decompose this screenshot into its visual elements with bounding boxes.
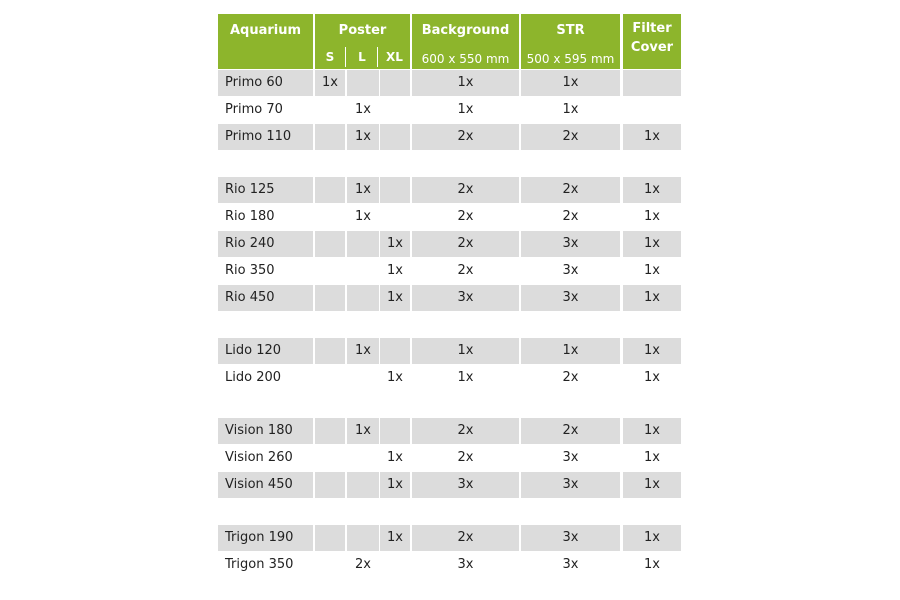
header-aquarium-label: Aquarium: [229, 23, 302, 38]
cell-background: 1x: [412, 338, 519, 364]
cell-filter-cover: 1x: [623, 285, 681, 311]
cell-filter-cover: 1x: [623, 525, 681, 551]
cell-poster-s: [315, 472, 345, 498]
header-filter-label: Filter: [632, 21, 672, 36]
cell-filter-cover: 1x: [623, 338, 681, 364]
cell-filter-cover: [623, 97, 681, 123]
cell-background: 3x: [412, 285, 519, 311]
cell-poster-xl: 1x: [380, 285, 410, 311]
cell-filter-cover: 1x: [623, 472, 681, 498]
cell-poster-l: [347, 472, 379, 498]
cell-aquarium: Lido 200: [225, 370, 282, 385]
cell-background: 2x: [412, 124, 519, 150]
cell-background: 2x: [457, 263, 474, 278]
cell-poster-xl: [380, 552, 410, 578]
cell-poster-l: [347, 70, 379, 96]
cell-poster-s: [315, 445, 345, 471]
cell-filter-cover: [623, 70, 681, 96]
cell-poster-l: 1x: [347, 418, 379, 444]
cell-poster-xl: [380, 204, 410, 230]
cell-aquarium: Trigon 190: [218, 525, 313, 551]
header-poster-l: L: [345, 47, 378, 67]
cell-str: 2x: [521, 177, 620, 203]
cell-poster-l: 1x: [347, 338, 379, 364]
cell-poster-xl: 1x: [380, 525, 410, 551]
cell-aquarium: Rio 125: [218, 177, 313, 203]
cell-poster-s: [315, 97, 345, 123]
cell-poster-l: [347, 365, 379, 391]
cell-str: 3x: [521, 472, 620, 498]
header-poster-s: S: [325, 50, 335, 64]
cell-poster-xl: 1x: [380, 472, 410, 498]
cell-filter-cover: 1x: [623, 124, 681, 150]
header-background-size: 600 x 550 mm: [421, 52, 510, 66]
cell-aquarium: Rio 240: [218, 231, 313, 257]
cell-aquarium: Rio 350: [225, 263, 275, 278]
header-background: [412, 14, 519, 69]
cell-filter-cover: 1x: [623, 177, 681, 203]
cell-background: 2x: [412, 418, 519, 444]
header-aquarium: [218, 14, 313, 69]
cell-str: 3x: [562, 557, 579, 572]
cell-poster-s: [315, 258, 345, 284]
cell-aquarium: Primo 70: [225, 102, 283, 117]
cell-str: 1x: [521, 338, 620, 364]
cell-poster-s: [315, 418, 345, 444]
cell-poster-s: [315, 204, 345, 230]
header-poster-label: Poster: [338, 23, 387, 38]
cell-poster-xl: 1x: [387, 370, 403, 385]
cell-str: 2x: [562, 370, 579, 385]
cell-filter-cover: 1x: [644, 209, 660, 224]
cell-aquarium: Vision 260: [225, 450, 293, 465]
cell-poster-l: [347, 231, 379, 257]
cell-aquarium: Vision 450: [218, 472, 313, 498]
header-poster: [315, 14, 410, 69]
cell-filter-cover: 1x: [644, 557, 660, 572]
cell-str: 3x: [562, 450, 579, 465]
cell-background: 2x: [412, 525, 519, 551]
cell-aquarium: Rio 450: [218, 285, 313, 311]
cell-background: 1x: [457, 102, 474, 117]
cell-poster-s: [315, 231, 345, 257]
cell-aquarium: Rio 180: [225, 209, 275, 224]
cell-background: 2x: [457, 209, 474, 224]
cell-poster-l: 1x: [355, 102, 371, 117]
header-str: [521, 14, 620, 69]
cell-aquarium: Primo 110: [218, 124, 313, 150]
cell-background: 2x: [412, 177, 519, 203]
cell-poster-xl: [380, 124, 410, 150]
cell-poster-s: [315, 124, 345, 150]
cell-poster-xl: [380, 338, 410, 364]
cell-background: 2x: [412, 231, 519, 257]
cell-poster-s: [315, 525, 345, 551]
cell-background: 2x: [457, 450, 474, 465]
cell-background: 3x: [412, 472, 519, 498]
cell-background: 3x: [457, 557, 474, 572]
cell-poster-xl: [380, 177, 410, 203]
cell-filter-cover: 1x: [644, 370, 660, 385]
cell-poster-xl: [380, 97, 410, 123]
cell-str: 2x: [521, 418, 620, 444]
header-str-size: 500 x 595 mm: [526, 52, 615, 66]
cell-poster-l: [347, 445, 379, 471]
cell-poster-s: [315, 365, 345, 391]
cell-aquarium: Vision 180: [218, 418, 313, 444]
cell-str: 1x: [562, 102, 579, 117]
cell-poster-l: 1x: [347, 124, 379, 150]
cell-poster-s: [315, 552, 345, 578]
cell-poster-l: [347, 285, 379, 311]
cell-poster-xl: 1x: [387, 450, 403, 465]
cell-str: 3x: [521, 231, 620, 257]
cell-filter-cover: 1x: [644, 450, 660, 465]
cell-aquarium: Trigon 350: [225, 557, 294, 572]
header-background-label: Background: [421, 23, 510, 38]
cell-filter-cover: 1x: [623, 418, 681, 444]
cell-poster-xl: 1x: [387, 263, 403, 278]
cell-str: 2x: [521, 124, 620, 150]
cell-aquarium: Primo 60: [218, 70, 313, 96]
header-cover-label: Cover: [630, 40, 674, 55]
header-str-label: STR: [556, 23, 585, 38]
cell-str: 2x: [562, 209, 579, 224]
cell-str: 3x: [562, 263, 579, 278]
cell-poster-l: 2x: [355, 557, 371, 572]
cell-str: 1x: [521, 70, 620, 96]
cell-poster-xl: [380, 418, 410, 444]
cell-poster-s: [315, 285, 345, 311]
cell-str: 3x: [521, 525, 620, 551]
cell-poster-l: 1x: [355, 209, 371, 224]
cell-poster-s: 1x: [315, 70, 345, 96]
cell-filter-cover: 1x: [644, 263, 660, 278]
cell-background: 1x: [457, 370, 474, 385]
cell-aquarium: Lido 120: [218, 338, 313, 364]
header-poster-xl: XL: [377, 47, 411, 67]
cell-poster-xl: 1x: [380, 231, 410, 257]
header-filter-cover: [623, 14, 681, 69]
cell-poster-xl: [380, 70, 410, 96]
cell-poster-s: [315, 338, 345, 364]
cell-background: 1x: [412, 70, 519, 96]
cell-filter-cover: 1x: [623, 231, 681, 257]
cell-str: 3x: [521, 285, 620, 311]
cell-poster-l: [347, 258, 379, 284]
cell-poster-l: 1x: [347, 177, 379, 203]
cell-poster-s: [315, 177, 345, 203]
cell-poster-l: [347, 525, 379, 551]
